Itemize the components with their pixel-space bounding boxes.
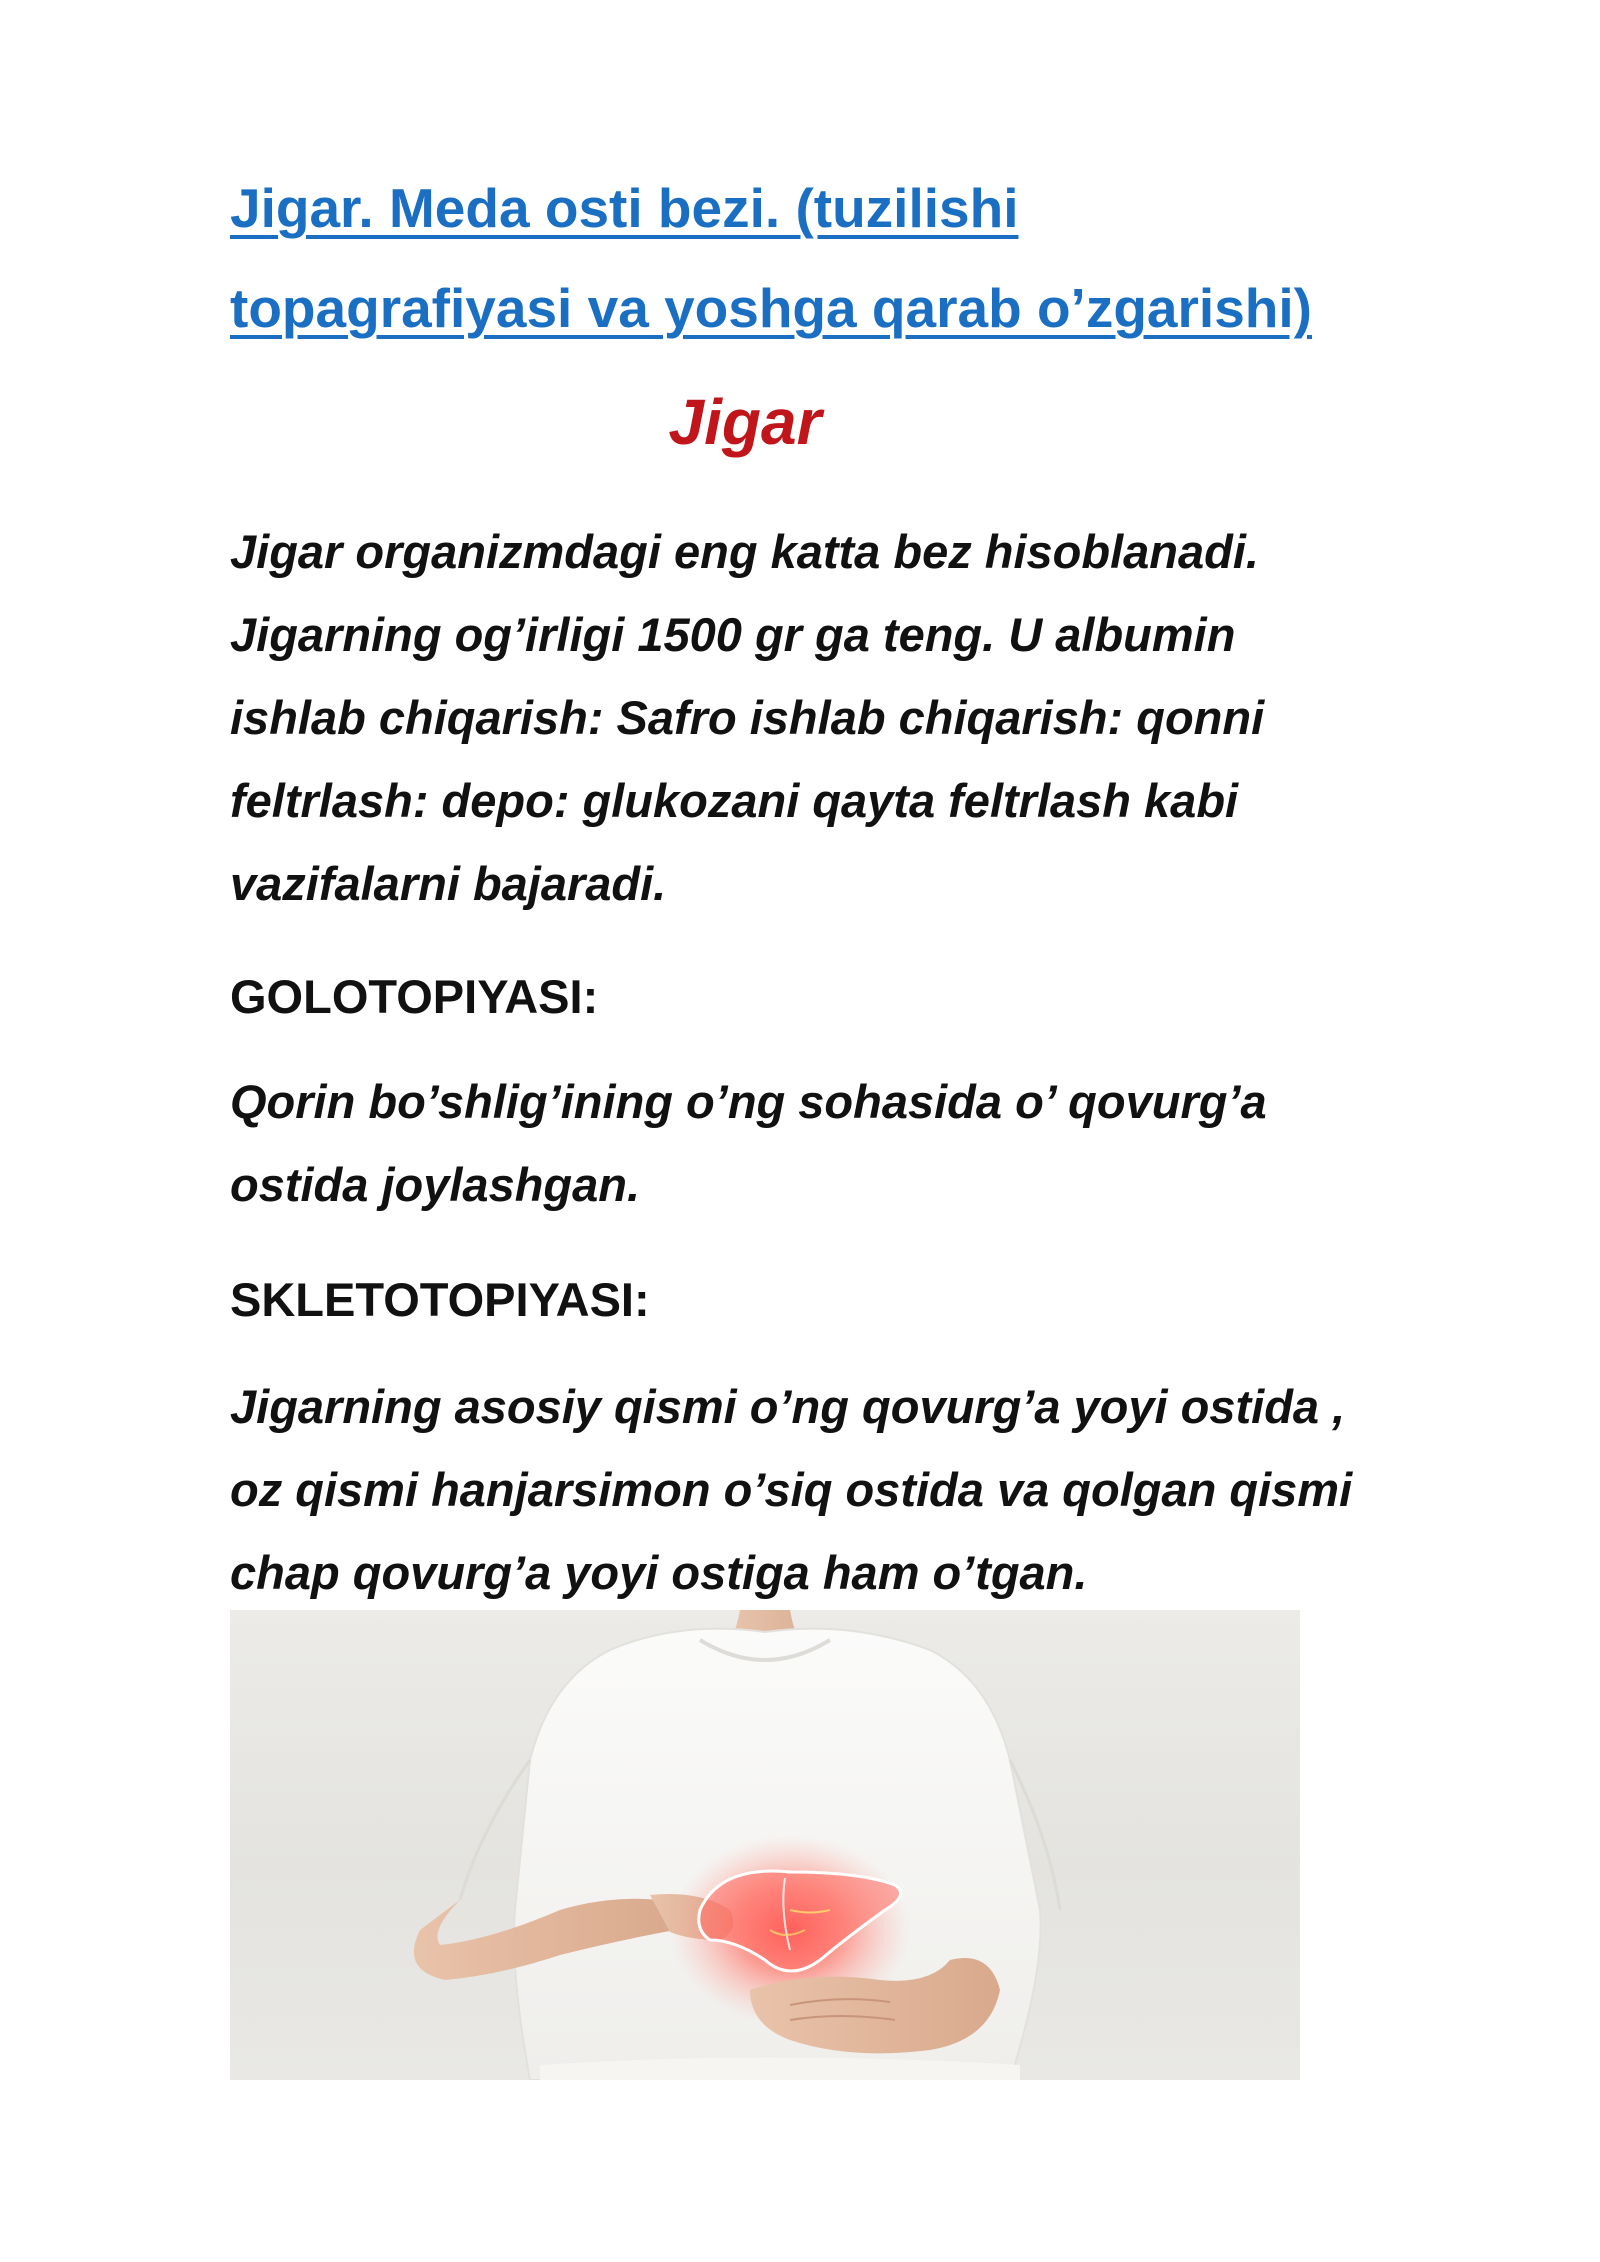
label-skeletotopiya: SKLETOTOPIYASI: xyxy=(230,1273,650,1326)
paragraph-golotopiya xyxy=(230,1060,1480,1226)
paragraph-line: Qorin bo’shlig’ining o’ng sohasida o’ qovurg’a xyxy=(230,1075,1267,1128)
paragraph-line: ostida joylashgan. xyxy=(230,1158,641,1211)
paragraph-line: vazifalarni bajaradi. xyxy=(230,857,667,910)
title-line: Jigar. Meda osti bezi. (tuzilishi xyxy=(230,177,1019,239)
paragraph-line: feltrlash: depo: glukozani qayta feltrlash kabi xyxy=(230,774,1239,827)
paragraph-line: oz qismi hanjarsimon o’siq ostida va qolgan qismi xyxy=(230,1463,1353,1516)
paragraph-line: Jigarning asosiy qismi o’ng qovurg’a yoyi ostida , xyxy=(230,1380,1346,1433)
paragraph-line: Jigarning og’irligi 1500 gr ga teng. U albumin xyxy=(230,608,1236,661)
paragraph-line: ishlab chiqarish: Safro ishlab chiqarish: qonni xyxy=(230,691,1265,744)
label-golotopiya: GOLOTOPIYASI: xyxy=(230,970,599,1023)
paragraph-line: chap qovurg’a yoyi ostiga ham o’tgan. xyxy=(230,1546,1088,1599)
title-line: topagrafiyasi va yoshga qarab o’zgarishi) xyxy=(230,277,1312,339)
paragraph-function xyxy=(230,510,1480,925)
paragraph-skeletotopiya xyxy=(230,1365,1480,1614)
paragraph-line: Jigar organizmdagi eng katta bez hisoblanadi. xyxy=(230,525,1259,578)
section-heading: Jigar xyxy=(668,386,822,458)
liver-illustration-photo xyxy=(230,1610,1300,2080)
document-title[interactable] xyxy=(230,158,1430,358)
